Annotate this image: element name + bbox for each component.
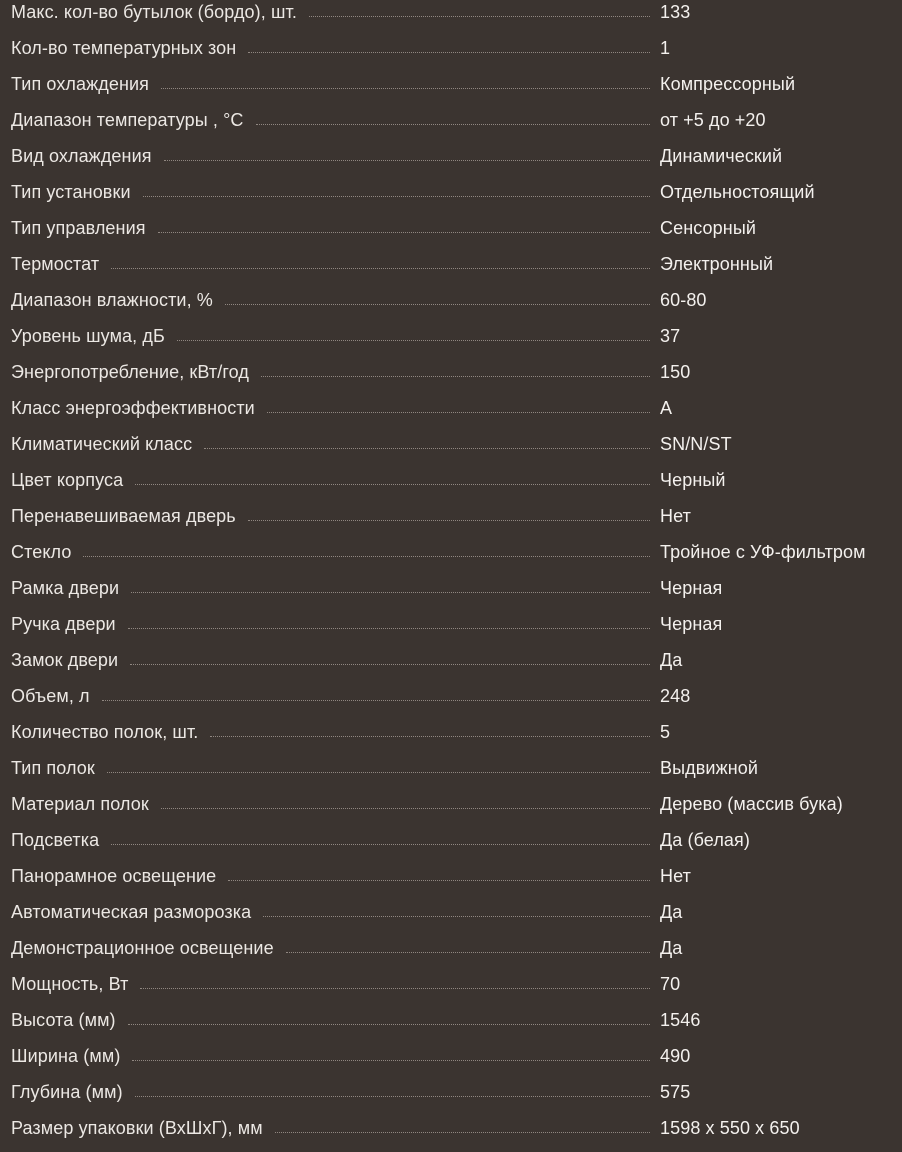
- spec-value: 5: [660, 722, 671, 742]
- spec-value: 248: [660, 686, 691, 706]
- spec-row: [0, 462, 902, 498]
- spec-label: Демонстрационное освещение: [11, 937, 274, 958]
- spec-value: Да: [660, 650, 683, 670]
- dotted-leader: [158, 231, 650, 233]
- spec-label-wrap: [0, 966, 650, 1002]
- spec-value: 1: [660, 38, 671, 58]
- spec-label: Термостат: [11, 253, 100, 274]
- spec-label-wrap: [0, 0, 650, 30]
- spec-row: [0, 498, 902, 534]
- spec-row: [0, 822, 902, 858]
- spec-label-wrap: [0, 30, 650, 66]
- spec-label-wrap: [0, 858, 650, 894]
- dotted-leader: [131, 591, 650, 593]
- spec-value: Динамический: [660, 146, 783, 166]
- spec-label-wrap: [0, 390, 650, 426]
- dotted-leader: [132, 1059, 650, 1061]
- spec-label: Диапазон температуры , °C: [11, 109, 244, 130]
- dotted-leader: [309, 15, 650, 17]
- spec-value: Электронный: [660, 254, 774, 274]
- spec-value: 150: [660, 362, 691, 382]
- spec-row: [0, 390, 902, 426]
- spec-label-wrap: [0, 822, 650, 858]
- spec-row: [0, 642, 902, 678]
- spec-value: 70: [660, 974, 681, 994]
- spec-label: Объем, л: [11, 685, 90, 706]
- spec-row: [0, 966, 902, 1002]
- spec-value: 37: [660, 326, 681, 346]
- spec-label-wrap: [0, 1074, 650, 1110]
- dotted-leader: [275, 1131, 650, 1133]
- dotted-leader: [261, 375, 650, 377]
- spec-label: Замок двери: [11, 649, 119, 670]
- spec-label: Диапазон влажности, %: [11, 289, 213, 310]
- spec-label: Тип установки: [11, 181, 131, 202]
- dotted-leader: [140, 987, 650, 989]
- spec-value: Нет: [660, 506, 691, 526]
- dotted-leader: [128, 627, 650, 629]
- dotted-leader: [111, 843, 650, 845]
- dotted-leader: [263, 915, 650, 917]
- dotted-leader: [225, 303, 650, 305]
- spec-label: Климатический класс: [11, 433, 193, 454]
- spec-label-wrap: [0, 1038, 650, 1074]
- spec-label-wrap: [0, 678, 650, 714]
- spec-label-wrap: [0, 714, 650, 750]
- spec-label-wrap: [0, 642, 650, 678]
- spec-row: [0, 1110, 902, 1146]
- spec-value: Тройное с УФ-фильтром: [660, 542, 866, 562]
- spec-value: Черный: [660, 470, 726, 490]
- spec-label-wrap: [0, 354, 650, 390]
- dotted-leader: [161, 807, 650, 809]
- dotted-leader: [228, 879, 650, 881]
- spec-value: Да: [660, 938, 683, 958]
- spec-label: Макс. кол-во бутылок (бордо), шт.: [11, 1, 297, 22]
- spec-value: Выдвижной: [660, 758, 759, 778]
- spec-label-wrap: [0, 894, 650, 930]
- spec-value: Сенсорный: [660, 218, 757, 238]
- spec-value: Черная: [660, 578, 723, 598]
- spec-label-wrap: [0, 570, 650, 606]
- spec-value: 575: [660, 1082, 691, 1102]
- spec-label-wrap: [0, 930, 650, 966]
- spec-label-wrap: [0, 210, 650, 246]
- spec-row: [0, 174, 902, 210]
- spec-label: Высота (мм): [11, 1009, 116, 1030]
- spec-label-wrap: [0, 246, 650, 282]
- spec-label: Тип полок: [11, 757, 95, 778]
- dotted-leader: [210, 735, 650, 737]
- spec-row: [0, 714, 902, 750]
- spec-label-wrap: [0, 174, 650, 210]
- spec-row: [0, 1002, 902, 1038]
- spec-value: A: [660, 398, 673, 418]
- spec-label: Размер упаковки (ВхШхГ), мм: [11, 1117, 263, 1138]
- spec-row: [0, 606, 902, 642]
- spec-row: [0, 282, 902, 318]
- dotted-leader: [83, 555, 650, 557]
- spec-label-wrap: [0, 606, 650, 642]
- spec-row: [0, 210, 902, 246]
- spec-value: Дерево (массив бука): [660, 794, 843, 814]
- spec-label: Ширина (мм): [11, 1045, 121, 1066]
- spec-value: Да (белая): [660, 830, 750, 850]
- dotted-leader: [177, 339, 650, 341]
- spec-row: [0, 102, 902, 138]
- spec-label-wrap: [0, 66, 650, 102]
- spec-row: [0, 534, 902, 570]
- spec-label: Тип охлаждения: [11, 73, 150, 94]
- spec-label-wrap: [0, 534, 650, 570]
- dotted-leader: [111, 267, 650, 269]
- spec-label: Подсветка: [11, 829, 100, 850]
- spec-value: Нет: [660, 866, 691, 886]
- spec-row: [0, 858, 902, 894]
- spec-label: Уровень шума, дБ: [11, 325, 165, 346]
- spec-value: 490: [660, 1046, 691, 1066]
- spec-label-wrap: [0, 1110, 650, 1146]
- spec-row: [0, 246, 902, 282]
- spec-row: [0, 930, 902, 966]
- spec-label: Перенавешиваемая дверь: [11, 505, 236, 526]
- spec-row: [0, 894, 902, 930]
- spec-label: Глубина (мм): [11, 1081, 123, 1102]
- dotted-leader: [256, 123, 650, 125]
- dotted-leader: [102, 699, 650, 701]
- dotted-leader: [161, 87, 650, 89]
- spec-label-wrap: [0, 1002, 650, 1038]
- spec-row: [0, 354, 902, 390]
- spec-value: 1546: [660, 1010, 701, 1030]
- spec-value: 1598 х 550 х 650: [660, 1118, 800, 1138]
- spec-label: Автоматическая разморозка: [11, 901, 252, 922]
- spec-label: Стекло: [11, 541, 72, 562]
- spec-label: Тип управления: [11, 217, 146, 238]
- spec-label: Мощность, Вт: [11, 973, 129, 994]
- spec-value: Компрессорный: [660, 74, 796, 94]
- spec-label-wrap: [0, 102, 650, 138]
- dotted-leader: [286, 951, 650, 953]
- dotted-leader: [128, 1023, 650, 1025]
- spec-label: Рамка двери: [11, 577, 120, 598]
- spec-label: Цвет корпуса: [11, 469, 124, 490]
- spec-label-wrap: [0, 318, 650, 354]
- spec-label-wrap: [0, 462, 650, 498]
- spec-label: Вид охлаждения: [11, 145, 152, 166]
- spec-value: Отдельностоящий: [660, 182, 815, 202]
- spec-label-wrap: [0, 282, 650, 318]
- spec-row: [0, 570, 902, 606]
- dotted-leader: [164, 159, 650, 161]
- spec-label: Материал полок: [11, 793, 149, 814]
- spec-label: Количество полок, шт.: [11, 721, 199, 742]
- spec-row: [0, 318, 902, 354]
- spec-row: [0, 786, 902, 822]
- spec-row: [0, 1038, 902, 1074]
- spec-row: [0, 66, 902, 102]
- spec-row: [0, 0, 902, 30]
- spec-row: [0, 678, 902, 714]
- spec-label-wrap: [0, 426, 650, 462]
- dotted-leader: [267, 411, 650, 413]
- spec-label: Энергопотребление, кВт/год: [11, 361, 249, 382]
- spec-row: [0, 1074, 902, 1110]
- dotted-leader: [143, 195, 650, 197]
- dotted-leader: [248, 519, 650, 521]
- spec-row: [0, 750, 902, 786]
- dotted-leader: [135, 483, 650, 485]
- spec-label: Кол-во температурных зон: [11, 37, 237, 58]
- dotted-leader: [107, 771, 650, 773]
- spec-label-wrap: [0, 786, 650, 822]
- spec-label: Класс энергоэффективности: [11, 397, 255, 418]
- spec-label: Ручка двери: [11, 613, 116, 634]
- dotted-leader: [248, 51, 650, 53]
- spec-row: [0, 30, 902, 66]
- dotted-leader: [204, 447, 650, 449]
- spec-row: [0, 426, 902, 462]
- spec-label: Панорамное освещение: [11, 865, 217, 886]
- spec-label-wrap: [0, 750, 650, 786]
- spec-row: [0, 138, 902, 174]
- spec-value: от +5 до +20: [660, 110, 766, 130]
- spec-label-wrap: [0, 498, 650, 534]
- spec-value: SN/N/ST: [660, 434, 732, 454]
- spec-value: 133: [660, 2, 691, 22]
- spec-label-wrap: [0, 138, 650, 174]
- spec-value: Черная: [660, 614, 723, 634]
- dotted-leader: [135, 1095, 650, 1097]
- dotted-leader: [130, 663, 650, 665]
- spec-value: 60-80: [660, 290, 707, 310]
- spec-value: Да: [660, 902, 683, 922]
